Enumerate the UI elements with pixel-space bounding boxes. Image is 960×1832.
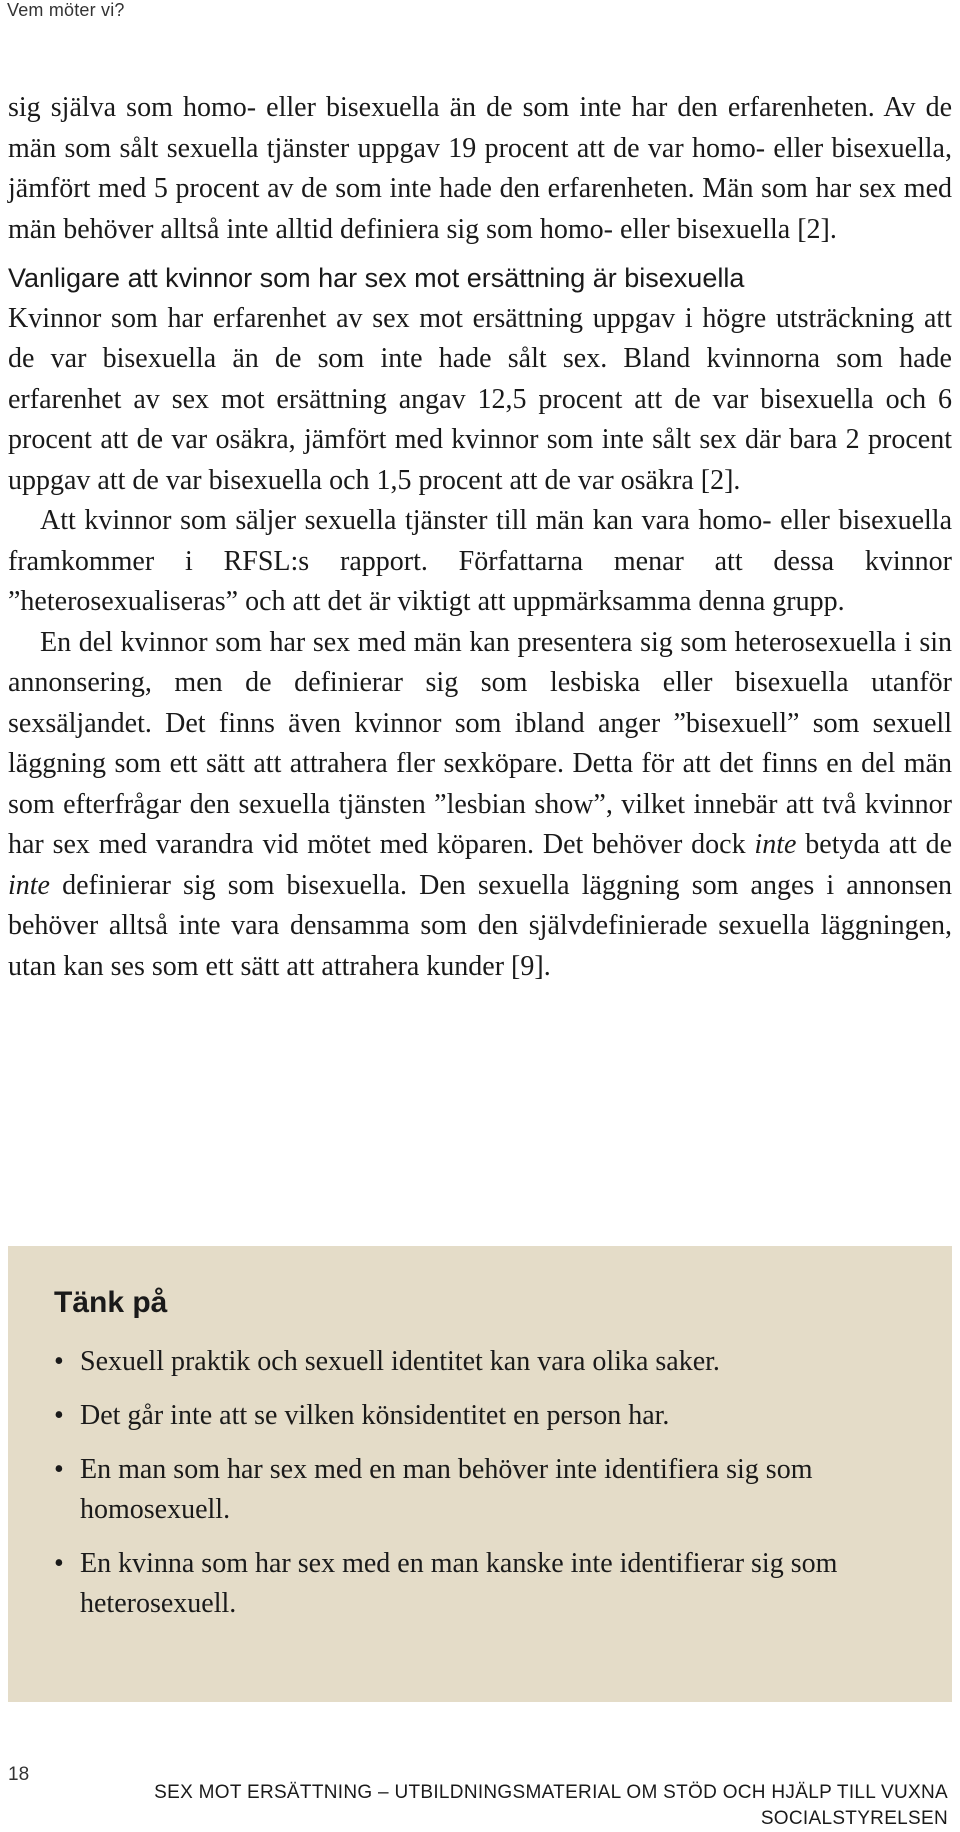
list-item: • Det går inte att se vilken könsidentitet en person har.: [54, 1396, 914, 1436]
list-item: • En kvinna som har sex med en man kanske inte identifierar sig som heterosexuell.: [54, 1544, 914, 1624]
tip-box-title: Tänk på: [54, 1286, 168, 1319]
emphasis-inte-1: inte: [754, 829, 797, 860]
publisher-name: SOCIALSTYRELSEN: [760, 1808, 948, 1829]
paragraph-4: [8, 623, 952, 988]
paragraph-2: Kvinnor som har erfarenhet av sex mot ersättning uppgav i högre utsträckning att de var bisexuella än de som inte hade sålt sex. Bland kvinnorna som hade erfarenhet av sex mot ersättning angav 12,5 procent att de var bisexuella och 6 procent att de var osäkra, jämfört med kvinnor som inte sålt sex där bara 2 procent uppgav att de var bisexuella och 1,5 procent att de var osäkra [2].: [8, 302, 952, 496]
footer: [154, 1780, 948, 1832]
publication-title: SEX MOT ERSÄTTNING – UTBILDNINGSMATERIAL OM STÖD OCH HJÄLP TILL VUXNA: [154, 1782, 948, 1803]
list-item: • Sexuell praktik och sexuell identitet kan vara olika saker.: [54, 1342, 914, 1382]
paragraph-4-part-c: definierar sig som bisexuella. Den sexuella läggning som anges i annonsen behöver alltså inte vara densamma som den självdefinierade sexuella läggningen, utan kan ses som ett sätt att attrahera kunder [9].: [8, 869, 953, 982]
running-header: Vem möter vi?: [7, 0, 125, 20]
emphasis-inte-2: inte: [8, 869, 50, 901]
section-heading: Vanligare att kvinnor som har sex mot ersättning är bisexuella: [8, 263, 745, 293]
tip-list: [54, 1342, 914, 1638]
page-number: 18: [8, 1764, 30, 1785]
paragraph-1: sig själva som homo- eller bisexuella än de som inte har den erfarenheten. Av de män som sålt sexuella tjänster uppgav 19 procent att de var homo- eller bisexuella, jämfört med 5 procent av de som inte hade den erfarenheten. Män som har sex med män behöver alltså inte alltid definiera sig som homo- eller bisexuella [2].: [8, 92, 952, 245]
paragraph-3: Att kvinnor som säljer sexuella tjänster till män kan vara homo- eller bisexuella framkommer i RFSL:s rapport. Författarna menar att dessa kvinnor ”heterosexualiseras” och att det är viktigt att uppmärksamma denna grupp.: [8, 505, 952, 617]
paragraph-4-part-a: En del kvinnor som har sex med män kan presentera sig som heterosexuella i sin annonsering, men de definierar sig som lesbiska eller bisexuella utanför sexsäljandet. Det finns även kvinnor som ibland anger ”bisexuell” som sexuell läggning som ett sätt att attrahera fler sexköpare. Detta för att det finns en del män som efterfrågar den sexuella tjänsten ”lesbian show”, vilket innebär att två kvinnor har sex med varandra vid mötet med köparen. Det behöver dock: [8, 626, 952, 860]
tip-box: [8, 1246, 952, 1702]
list-item: • En man som har sex med en man behöver inte identifiera sig som homosexuell.: [54, 1450, 914, 1530]
body-text: [8, 88, 952, 987]
paragraph-4-part-b: betyda att de: [805, 829, 952, 860]
